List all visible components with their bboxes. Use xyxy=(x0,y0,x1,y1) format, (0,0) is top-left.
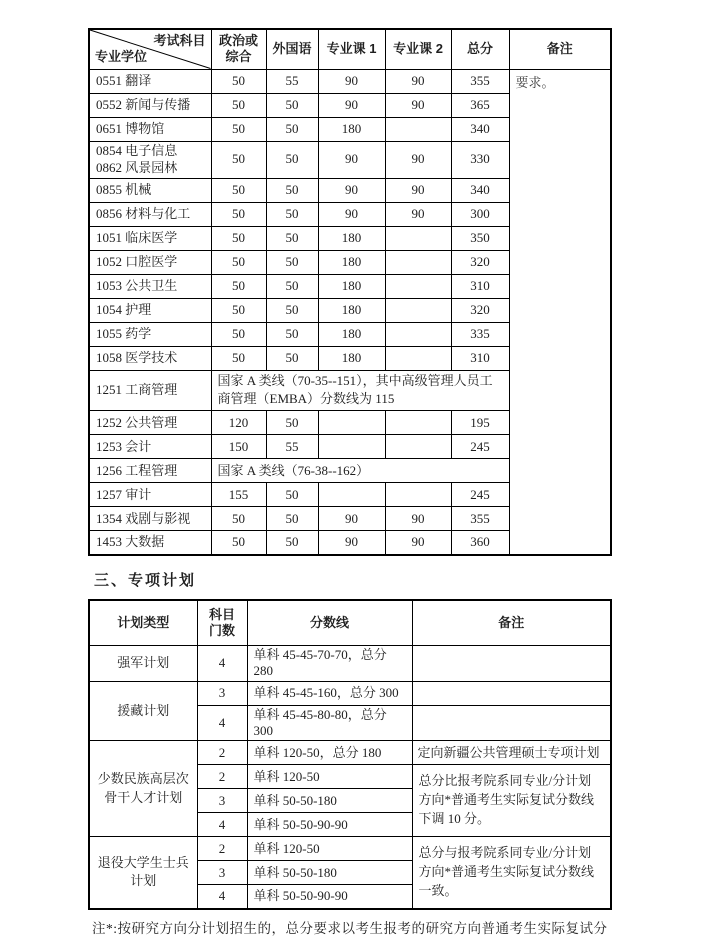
major-cell: 1453 大数据 xyxy=(89,531,211,555)
subject-count-cell: 4 xyxy=(197,813,247,837)
table-row xyxy=(89,681,611,705)
score-cell: 90 xyxy=(318,93,385,117)
score-cell: 90 xyxy=(385,178,451,202)
score-cell: 180 xyxy=(318,298,385,322)
col-header-politics: 政治或 综合 xyxy=(211,29,266,69)
score-line-cell: 单科 45-45-80-80，总分 300 xyxy=(247,705,412,741)
col-header-plan-type: 计划类型 xyxy=(89,600,197,646)
major-cell: 1054 护理 xyxy=(89,298,211,322)
score-cell: 50 xyxy=(211,346,266,370)
score-cell: 50 xyxy=(266,178,318,202)
total-cell: 360 xyxy=(451,531,509,555)
score-cell: 50 xyxy=(211,274,266,298)
score-cell xyxy=(318,411,385,435)
score-cell: 50 xyxy=(266,202,318,226)
score-cell xyxy=(385,411,451,435)
col-header-remark: 备注 xyxy=(412,600,611,646)
score-line-cell: 单科 45-45-160，总分 300 xyxy=(247,681,412,705)
score-cell: 90 xyxy=(385,93,451,117)
score-line-cell: 单科 50-50-180 xyxy=(247,789,412,813)
score-cell: 50 xyxy=(266,250,318,274)
score-cell: 55 xyxy=(266,69,318,93)
major-cell: 0552 新闻与传播 xyxy=(89,93,211,117)
plan-type-cell: 强军计划 xyxy=(89,646,197,682)
col-header-score-line: 分数线 xyxy=(247,600,412,646)
score-cell xyxy=(385,346,451,370)
col-header-major-course-1: 专业课 1 xyxy=(318,29,385,69)
score-cell: 50 xyxy=(266,346,318,370)
major-cell: 1052 口腔医学 xyxy=(89,250,211,274)
score-cell: 50 xyxy=(211,531,266,555)
score-cell: 50 xyxy=(211,322,266,346)
score-line-cell: 单科 50-50-90-90 xyxy=(247,885,412,909)
remark-cell xyxy=(412,646,611,682)
major-cell: 1051 临床医学 xyxy=(89,226,211,250)
score-cell: 50 xyxy=(211,93,266,117)
score-cell: 55 xyxy=(266,435,318,459)
major-cell: 0551 翻译 xyxy=(89,69,211,93)
score-cell: 90 xyxy=(318,178,385,202)
score-cell xyxy=(385,250,451,274)
score-cell: 50 xyxy=(211,507,266,531)
total-cell: 350 xyxy=(451,226,509,250)
subject-count-cell: 4 xyxy=(197,885,247,909)
score-cell: 120 xyxy=(211,411,266,435)
score-cell: 50 xyxy=(266,483,318,507)
table-header-row xyxy=(89,600,611,646)
score-cell: 180 xyxy=(318,346,385,370)
score-cell: 90 xyxy=(318,202,385,226)
score-cell: 50 xyxy=(211,250,266,274)
table-row xyxy=(89,69,611,93)
document-page xyxy=(88,0,610,937)
total-cell: 355 xyxy=(451,507,509,531)
total-cell: 335 xyxy=(451,322,509,346)
major-cell: 1053 公共卫生 xyxy=(89,274,211,298)
score-cell: 90 xyxy=(385,69,451,93)
score-cell xyxy=(385,117,451,141)
total-cell: 195 xyxy=(451,411,509,435)
subject-count-cell: 2 xyxy=(197,765,247,789)
score-cell: 50 xyxy=(266,117,318,141)
score-line-cell: 单科 45-45-70-70，总分 280 xyxy=(247,646,412,682)
score-cell: 50 xyxy=(211,141,266,178)
score-cell: 50 xyxy=(266,531,318,555)
remark-cell: 总分与报考院系同专业/分计划方向*普通考生实际复试分数线一致。 xyxy=(412,837,611,909)
total-cell: 245 xyxy=(451,435,509,459)
remark-cell xyxy=(412,681,611,705)
score-cell: 50 xyxy=(211,226,266,250)
plan-type-cell: 援藏计划 xyxy=(89,681,197,741)
major-cell: 1354 戏剧与影视 xyxy=(89,507,211,531)
score-cell: 50 xyxy=(211,202,266,226)
score-cell: 180 xyxy=(318,117,385,141)
score-cell: 90 xyxy=(385,531,451,555)
major-cell: 0856 材料与化工 xyxy=(89,202,211,226)
score-cell: 90 xyxy=(318,69,385,93)
major-cell: 0855 机械 xyxy=(89,178,211,202)
total-cell: 320 xyxy=(451,250,509,274)
remark-cell: 总分比报考院系同专业/分计划方向*普通考生实际复试分数线下调 10 分。 xyxy=(412,765,611,837)
score-line-table xyxy=(88,28,612,556)
national-line-note-cell: 国家 A 类线（76-38--162） xyxy=(211,459,509,483)
score-cell: 90 xyxy=(318,141,385,178)
score-cell xyxy=(318,435,385,459)
remark-cell: 要求。 xyxy=(509,69,611,555)
col-header-foreign-language: 外国语 xyxy=(266,29,318,69)
score-line-cell: 单科 120-50 xyxy=(247,837,412,861)
subject-count-cell: 2 xyxy=(197,837,247,861)
score-cell: 90 xyxy=(385,141,451,178)
plan-type-cell: 退役大学生士兵计划 xyxy=(89,837,197,909)
score-cell: 155 xyxy=(211,483,266,507)
remark-cell: 定向新疆公共管理硕士专项计划 xyxy=(412,741,611,765)
score-cell: 90 xyxy=(385,507,451,531)
subject-count-cell: 2 xyxy=(197,741,247,765)
score-cell xyxy=(385,274,451,298)
score-cell: 50 xyxy=(211,178,266,202)
score-line-cell: 单科 50-50-90-90 xyxy=(247,813,412,837)
score-cell: 50 xyxy=(211,298,266,322)
total-cell: 300 xyxy=(451,202,509,226)
table-row xyxy=(89,837,611,861)
score-cell: 50 xyxy=(266,226,318,250)
score-cell xyxy=(385,483,451,507)
total-cell: 320 xyxy=(451,298,509,322)
score-cell: 180 xyxy=(318,226,385,250)
major-cell: 0651 博物馆 xyxy=(89,117,211,141)
total-cell: 340 xyxy=(451,117,509,141)
subject-count-cell: 4 xyxy=(197,646,247,682)
total-cell: 310 xyxy=(451,346,509,370)
col-header-major-course-2: 专业课 2 xyxy=(385,29,451,69)
subject-count-cell: 3 xyxy=(197,789,247,813)
major-cell: 1257 审计 xyxy=(89,483,211,507)
table-header-row xyxy=(89,29,611,69)
score-cell: 90 xyxy=(318,531,385,555)
major-cell: 1256 工程管理 xyxy=(89,459,211,483)
score-cell xyxy=(318,483,385,507)
subject-count-cell: 3 xyxy=(197,681,247,705)
total-cell: 330 xyxy=(451,141,509,178)
major-cell: 1251 工商管理 xyxy=(89,370,211,411)
diagonal-header-cell xyxy=(89,29,211,69)
national-line-note-cell: 国家 A 类线（70-35--151），其中高级管理人员工商管理（EMBA）分数线为 115 xyxy=(211,370,509,411)
plan-type-cell: 少数民族高层次骨干人才计划 xyxy=(89,741,197,837)
score-cell: 50 xyxy=(266,411,318,435)
score-cell: 90 xyxy=(318,507,385,531)
col-header-total: 总分 xyxy=(451,29,509,69)
major-cell: 1252 公共管理 xyxy=(89,411,211,435)
col-header-remark: 备注 xyxy=(509,29,611,69)
score-cell: 50 xyxy=(266,298,318,322)
table-row xyxy=(89,741,611,765)
section-heading-special-plans: 三、专项计划 xyxy=(94,571,197,589)
corner-label-exam-subjects: 考试科目 xyxy=(153,33,206,48)
total-cell: 245 xyxy=(451,483,509,507)
score-cell xyxy=(385,435,451,459)
footnote: 注*:按研究方向分计划招生的，总分要求以考生报考的研究方向普通考生实际复试分 xyxy=(92,920,608,936)
score-cell: 90 xyxy=(385,202,451,226)
score-cell: 50 xyxy=(211,117,266,141)
score-cell: 50 xyxy=(266,507,318,531)
score-cell: 50 xyxy=(266,274,318,298)
score-line-cell: 单科 120-50，总分 180 xyxy=(247,741,412,765)
special-plan-table xyxy=(88,599,612,910)
remark-cell xyxy=(412,705,611,741)
score-cell: 180 xyxy=(318,274,385,298)
total-cell: 310 xyxy=(451,274,509,298)
score-cell: 50 xyxy=(266,93,318,117)
score-cell: 50 xyxy=(266,322,318,346)
score-cell xyxy=(385,298,451,322)
score-cell: 50 xyxy=(211,69,266,93)
score-line-cell: 单科 120-50 xyxy=(247,765,412,789)
score-line-cell: 单科 50-50-180 xyxy=(247,861,412,885)
subject-count-cell: 4 xyxy=(197,705,247,741)
score-cell xyxy=(385,226,451,250)
score-cell: 50 xyxy=(266,141,318,178)
score-cell xyxy=(385,322,451,346)
total-cell: 355 xyxy=(451,69,509,93)
total-cell: 340 xyxy=(451,178,509,202)
corner-label-degree: 专业学位 xyxy=(95,49,148,65)
major-cell: 1055 药学 xyxy=(89,322,211,346)
major-cell: 0854 电子信息 0862 风景园林 xyxy=(89,141,211,178)
total-cell: 365 xyxy=(451,93,509,117)
major-cell: 1253 会计 xyxy=(89,435,211,459)
score-cell: 150 xyxy=(211,435,266,459)
col-header-subject-count: 科目 门数 xyxy=(197,600,247,646)
score-cell: 180 xyxy=(318,322,385,346)
score-cell: 180 xyxy=(318,250,385,274)
table-row xyxy=(89,646,611,682)
major-cell: 1058 医学技术 xyxy=(89,346,211,370)
subject-count-cell: 3 xyxy=(197,861,247,885)
